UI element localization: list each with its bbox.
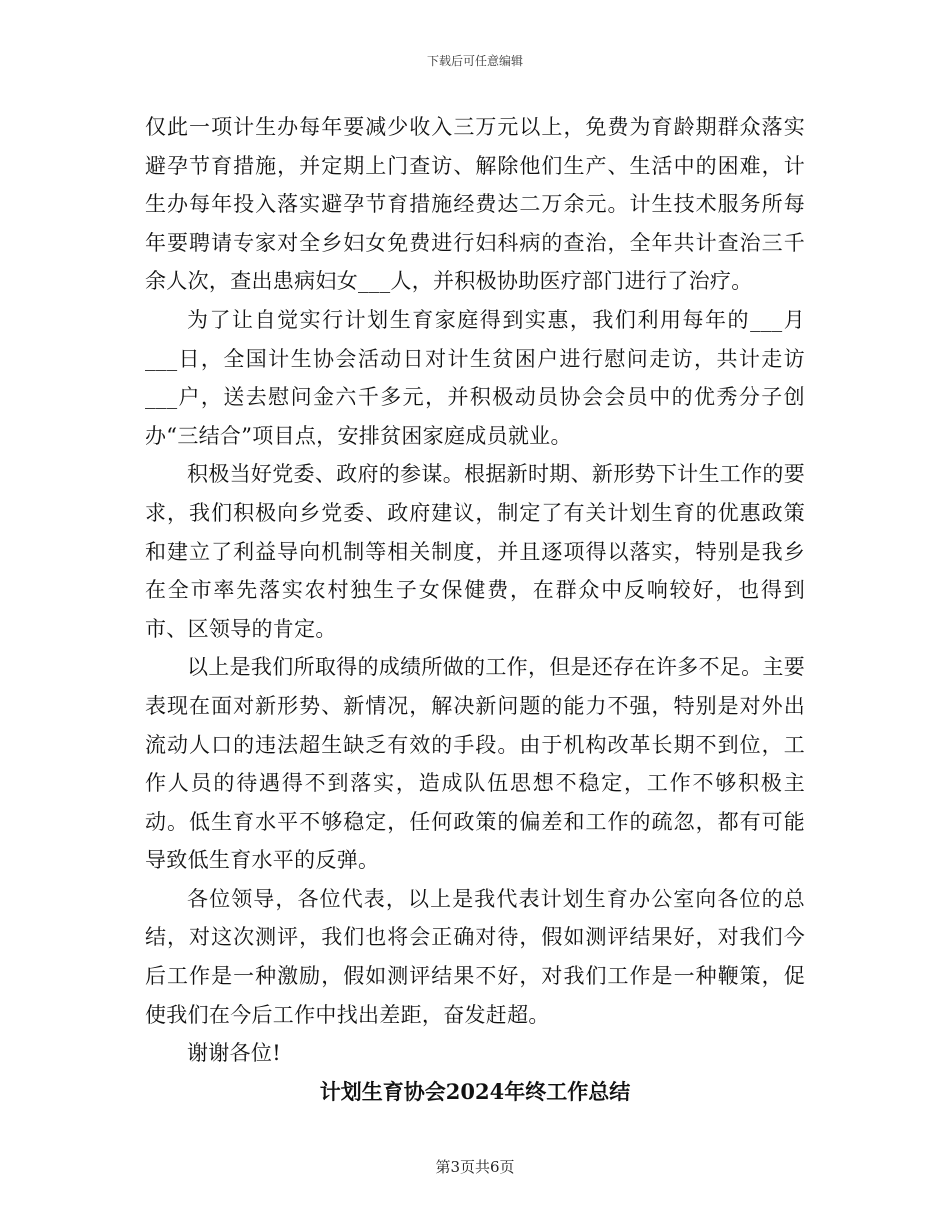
paragraph-continuation: 仅此一项计生办每年要减少收入三万元以上，免费为育龄期群众落实避孕节育措施，并定期上门查访、解除他们生产、生活中的困难，计生办每年投入落实避孕节育措施经费达二万余元。计生技术服务所每年要聘请专家对全乡妇女免费进行妇科病的查治，全年共计查治三千余人次，查出患病妇女___人，并积极协助医疗部门进行了治疗。 bbox=[145, 115, 805, 294]
paragraph-advisory-role: 积极当好党委、政府的参谋。根据新时期、新形势下计生工作的要求，我们积极向乡党委、政府建议，制定了有关计划生育的优惠政策和建立了利益导向机制等相关制度，并且逐项得以落实，特别是我乡在全市率先落实农村独生子女保健费，在群众中反响较好，也得到市、区领导的肯定。 bbox=[145, 462, 805, 641]
paragraph-poverty-visits: 为了让自觉实行计划生育家庭得到实惠，我们利用每年的___月___日，全国计生协会活动日对计生贫困户进行慰问走访，共计走访___户，送去慰问金六千多元，并积极动员协会会员中的优秀分子创办“三结合”项目点，安排贫困家庭成员就业。 bbox=[145, 307, 805, 448]
paragraph-thanks: 谢谢各位! bbox=[187, 1041, 281, 1066]
paragraph-closing: 各位领导，各位代表，以上是我代表计划生育办公室向各位的总结，对这次测评，我们也将会正确对待，假如测评结果好，对我们今后工作是一种激励，假如测评结果不好，对我们工作是一种鞭策，促使我们在今后工作中找出差距，奋发赶超。 bbox=[145, 886, 805, 1027]
page-header: 下载后可任意编辑 bbox=[426, 54, 523, 68]
paragraph-shortcomings: 以上是我们所取得的成绩所做的工作，但是还存在许多不足。主要表现在面对新形势、新情况，解决新问题的能力不强，特别是对外出流动人口的违法超生缺乏有效的手段。由于机构改革长期不到位，工作人员的待遇得不到落实，造成队伍思想不稳定，工作不够积极主动。低生育水平不够稳定，任何政策的偏差和工作的疏忽，都有可能导致低生育水平的反弹。 bbox=[145, 655, 805, 873]
document-body bbox=[145, 108, 805, 1111]
page-number: 第3页共6页 bbox=[435, 1158, 515, 1176]
document-title: 计划生育协会2024年终工作总结 bbox=[319, 1078, 631, 1104]
